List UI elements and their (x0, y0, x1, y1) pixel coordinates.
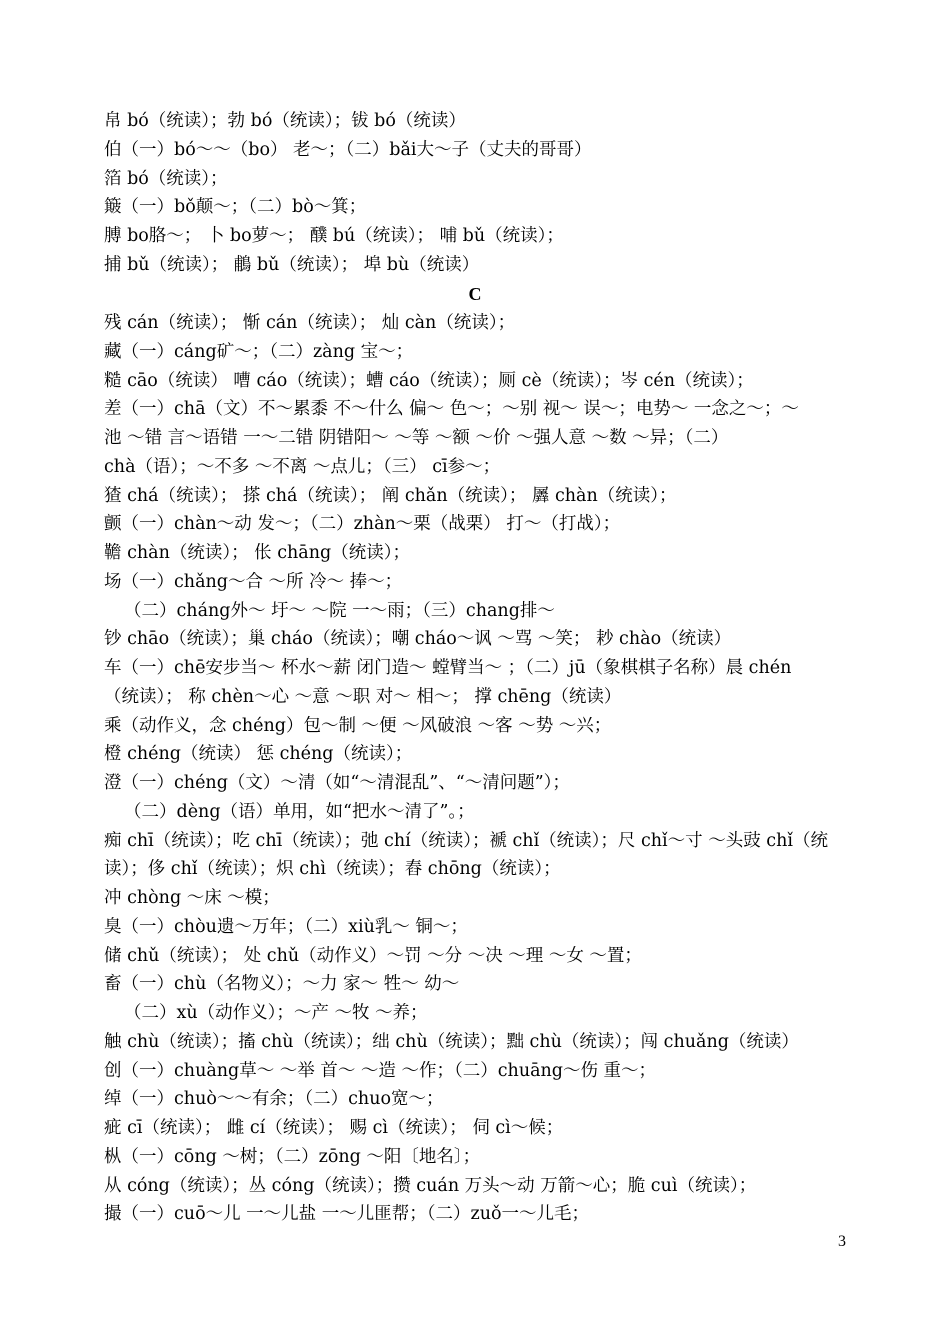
entry-line: 痴 chī（统读）；吃 chī（统读）；弛 chí（统读）；褫 chǐ（统读）；尺 chǐ～寸 ～头豉 chǐ（统 (104, 830, 828, 851)
entry-line: 帛 bó（统读）；勃 bó（统读）；钹 bó（统读） (104, 111, 466, 131)
entry-line: 臭（一）chòu遗～万年；（二）xiù乳～ 铜～； (104, 916, 468, 937)
entry-line: 膊 bo胳～； 卜 bo萝～； 醭 bú（统读）； 哺 bǔ（统读）； (104, 226, 564, 246)
entry-line: 池 ～错 言～语错 一～二错 阴错阳～ ～等 ～额 ～价 ～强人意 ～数 ～异；（二） (104, 428, 729, 448)
entry-line: chà（语）；～不多 ～不离 ～点儿；（三） cī参～； (104, 456, 501, 477)
entry-line: （二）dèng（语）单用，如“把水～清了”。； (124, 801, 475, 822)
entry-line: 捕 bǔ（统读）； 鵏 bǔ（统读）； 埠 bù（统读） (104, 254, 480, 275)
entry-line: 储 chǔ（统读）； 处 chǔ（动作义）～罚 ～分 ～决 ～理 ～女 ～置； (104, 945, 642, 966)
section-heading: C (468, 284, 482, 304)
entry-line: 读）；侈 chǐ（统读）；炽 chì（统读）；舂 chōng（统读）； (104, 859, 561, 880)
entry-line: 残 cán（统读）； 惭 cán（统读）； 灿 càn（统读）； (104, 313, 516, 333)
entry-line: 疵 cī（统读）； 雌 cí（统读）； 赐 cì（统读）； 伺 cì～候； (104, 1118, 564, 1138)
entry-line: 澄（一）chéng（文）～清（如“～清混乱”、“～清问题”）； (104, 773, 570, 793)
entry-line: （统读）； 称 chèn～心 ～意 ～职 对～ 相～； 撑 chēng（统读） (104, 686, 622, 707)
entry-line: 簸（一）bǒ颠～；（二）bò～箕； (104, 197, 367, 218)
entry-line: 乘（动作义，念 chéng）包～制 ～便 ～风破浪 ～客 ～势 ～兴； (104, 715, 612, 736)
entry-line: 猹 chá（统读）； 搽 chá（统读）； 阐 chǎn（统读）； 羼 chàn（统读）； (104, 485, 677, 506)
entry-line: 创（一）chuàng草～ ～举 首～ ～造 ～作；（二）chuāng～伤 重～； (104, 1060, 657, 1081)
entry-line: 场（一）chǎng～合 ～所 冷～ 捧～； (104, 571, 403, 592)
entry-line: 韂 chàn（统读）； 伥 chāng（统读）； (104, 543, 410, 563)
entry-line: （二）cháng外～ 圩～ ～院 一～雨；（三）chang排～ (124, 600, 555, 621)
entry-line: 触 chù（统读）；搐 chù（统读）；绌 chù（统读）；黜 chù（统读）；闯 chuǎng（统读） (104, 1031, 799, 1052)
entry-line: 从 cóng（统读）；丛 cóng（统读）；攒 cuán 万头～动 万箭～心；脆 cuì（统读）； (104, 1175, 757, 1196)
entry-line: 箔 bó（统读）； (104, 168, 228, 189)
entry-line: 橙 chéng（统读） 惩 chéng（统读）； (104, 744, 413, 765)
entry-line: 车（一）chē安步当～ 杯水～薪 闭门造～ 螳臂当～ ；（二）jū（象棋棋子名称）晨 chén (104, 658, 792, 678)
entry-line: 畜（一）chù（名物义）；～力 家～ 牲～ 幼～ (104, 974, 460, 995)
entry-line: 糙 cāo（统读） 嘈 cáo（统读）；螬 cáo（统读）；厕 cè（统读）；岑 cén（统读）； (104, 370, 754, 391)
entry-line: 差（一）chā（文）不～累黍 不～什么 偏～ 色～；～别 视～ 误～；电势～ 一念之～；～ (104, 399, 799, 420)
entry-line: 颤（一）chàn～动 发～；（二）zhàn～栗（战栗） 打～（打战）； (104, 514, 621, 535)
page-number: 3 (838, 1233, 846, 1250)
entry-line: 枞（一）cōng ～树；（二）zōng ～阳〔地名〕； (104, 1146, 481, 1167)
entry-line: 藏（一）cáng矿～；（二）zàng 宝～； (104, 341, 414, 362)
entry-line: （二）xù（动作义）；～产 ～牧 ～养； (124, 1003, 428, 1023)
entry-line: 钞 chāo（统读）；巢 cháo（统读）；嘲 cháo～讽 ～骂 ～笑； 耖 chào（统读） (104, 629, 732, 650)
entry-line: 绰（一）chuò～～有余；（二）chuo宽～； (104, 1089, 444, 1110)
entry-line: 伯（一）bó～～（bo） 老～；（二）bǎi大～子（丈夫的哥哥） (104, 139, 592, 160)
entry-line: 撮（一）cuō～儿 一～儿盐 一～儿匪帮；（二）zuǒ一～儿毛； (104, 1204, 590, 1225)
entry-line: 冲 chòng ～床 ～模； (104, 888, 280, 908)
